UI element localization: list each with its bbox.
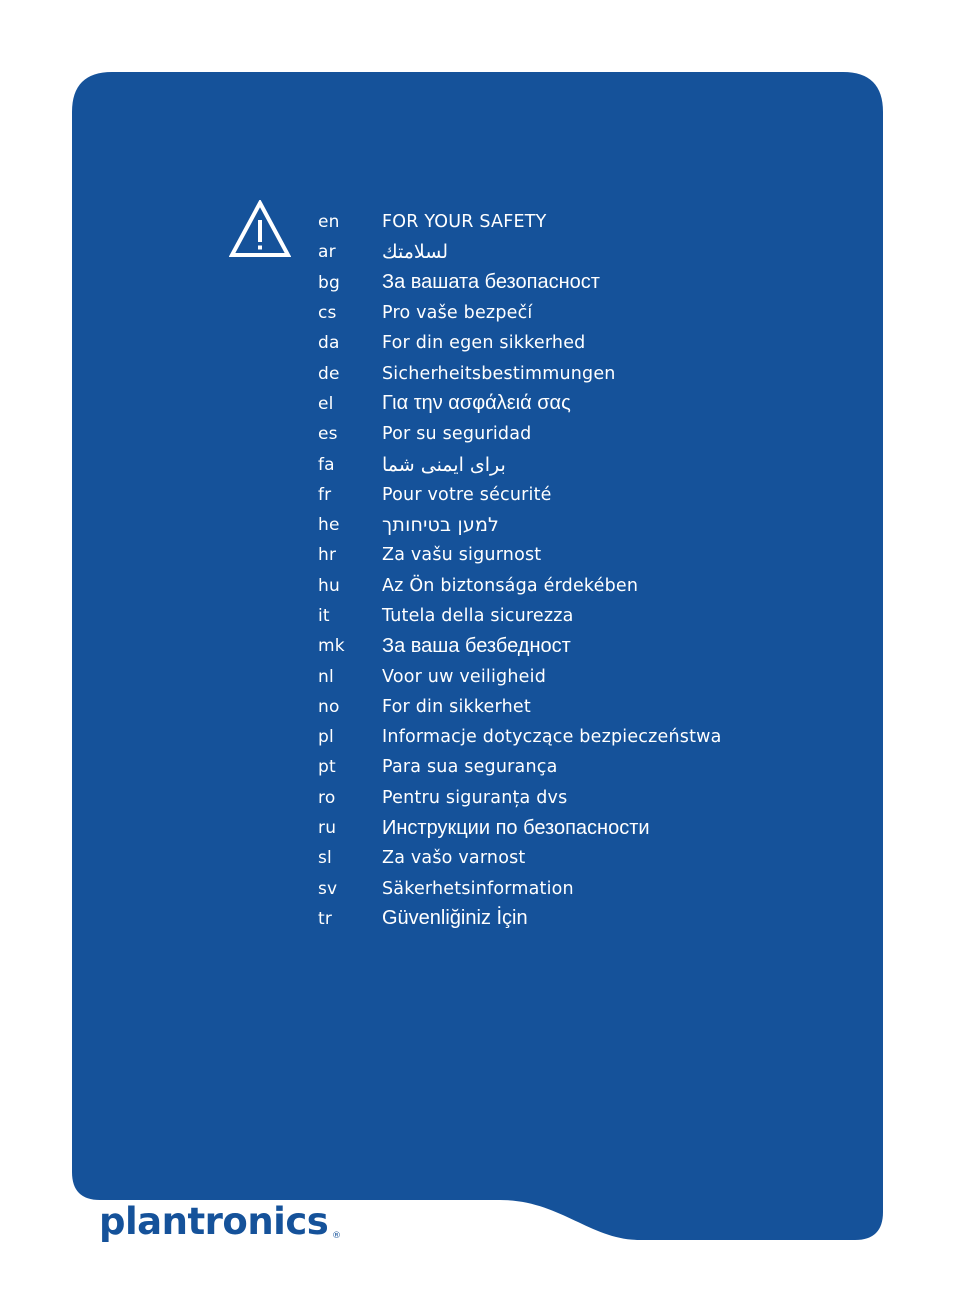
safety-heading-fr: Pour votre sécurité xyxy=(382,484,552,505)
language-list xyxy=(318,207,722,934)
language-row-pl xyxy=(318,722,722,752)
safety-heading-sv: Säkerhetsinformation xyxy=(382,878,574,899)
language-row-bg xyxy=(318,268,722,298)
language-code: en xyxy=(318,212,340,233)
safety-heading-hu: Az Ön biztonsága érdekében xyxy=(382,575,639,596)
language-code: ro xyxy=(318,787,336,808)
language-code: he xyxy=(318,515,340,536)
language-row-it xyxy=(318,601,722,631)
language-row-de xyxy=(318,358,722,388)
safety-heading-el: Για την ασφάλειά σας xyxy=(382,392,571,415)
plantronics-logo: plantronics xyxy=(99,1200,329,1243)
language-row-nl xyxy=(318,661,722,691)
safety-heading-he: למען בטיחותך xyxy=(382,514,500,537)
language-row-tr xyxy=(318,904,722,934)
safety-heading-no: For din sikkerhet xyxy=(382,696,531,717)
language-row-fr xyxy=(318,480,722,510)
language-row-da xyxy=(318,328,722,358)
language-code: bg xyxy=(318,272,340,293)
language-code: cs xyxy=(318,303,337,324)
language-code: it xyxy=(318,606,330,626)
language-row-ru xyxy=(318,813,722,843)
safety-heading-da: For din egen sikkerhed xyxy=(382,333,586,354)
language-row-pt xyxy=(318,752,722,782)
language-code: pl xyxy=(318,727,334,748)
language-row-en xyxy=(318,207,722,237)
language-row-es xyxy=(318,419,722,449)
language-row-mk xyxy=(318,631,722,661)
safety-heading-bg: За вашата безопасност xyxy=(382,271,600,294)
language-code: ar xyxy=(318,242,336,263)
language-code: tr xyxy=(318,908,333,929)
registered-mark: ® xyxy=(332,1231,341,1241)
language-code: mk xyxy=(318,636,345,657)
language-code: da xyxy=(318,333,340,354)
language-row-cs xyxy=(318,298,722,328)
language-row-sv xyxy=(318,874,722,904)
language-code: ru xyxy=(318,818,337,839)
safety-heading-tr: Güvenliğiniz İçin xyxy=(382,907,528,930)
language-code: nl xyxy=(318,666,334,687)
safety-heading-pt: Para sua segurança xyxy=(382,757,558,778)
safety-heading-de: Sicherheitsbestimmungen xyxy=(382,363,616,384)
safety-heading-pl: Informacje dotyczące bezpieczeństwa xyxy=(382,727,722,748)
language-row-hr xyxy=(318,540,722,570)
safety-heading-nl: Voor uw veiligheid xyxy=(382,666,546,687)
safety-heading-ru: Инструкции по безопасности xyxy=(382,816,650,839)
safety-heading-fa: برای ایمنی شما xyxy=(382,453,506,476)
language-row-he xyxy=(318,510,722,540)
language-row-hu xyxy=(318,571,722,601)
language-code: fa xyxy=(318,454,335,475)
language-code: fr xyxy=(318,484,332,505)
language-row-ar xyxy=(318,237,722,267)
safety-heading-sl: Za vašo varnost xyxy=(382,848,526,869)
language-code: es xyxy=(318,424,338,445)
language-row-sl xyxy=(318,843,722,873)
language-row-ro xyxy=(318,783,722,813)
safety-heading-hr: Za vašu sigurnost xyxy=(382,545,542,566)
language-code: sl xyxy=(318,848,332,869)
language-code: de xyxy=(318,363,340,384)
safety-heading-cs: Pro vaše bezpečí xyxy=(382,303,533,324)
language-code: pt xyxy=(318,757,336,778)
safety-heading-ro: Pentru siguranța dvs xyxy=(382,787,568,808)
safety-heading-mk: За ваша безбедност xyxy=(382,634,571,657)
language-row-fa xyxy=(318,449,722,479)
warning-triangle-icon xyxy=(229,200,291,258)
safety-heading-ar: لسلامتك xyxy=(382,241,448,264)
language-code: sv xyxy=(318,878,338,899)
language-row-el xyxy=(318,389,722,419)
language-code: hr xyxy=(318,545,337,566)
language-code: hu xyxy=(318,575,340,596)
safety-heading-en: FOR YOUR SAFETY xyxy=(382,212,547,233)
safety-heading-es: Por su seguridad xyxy=(382,424,532,445)
language-code: el xyxy=(318,393,334,414)
language-code: no xyxy=(318,696,340,717)
language-row-no xyxy=(318,692,722,722)
safety-heading-it: Tutela della sicurezza xyxy=(382,606,574,626)
